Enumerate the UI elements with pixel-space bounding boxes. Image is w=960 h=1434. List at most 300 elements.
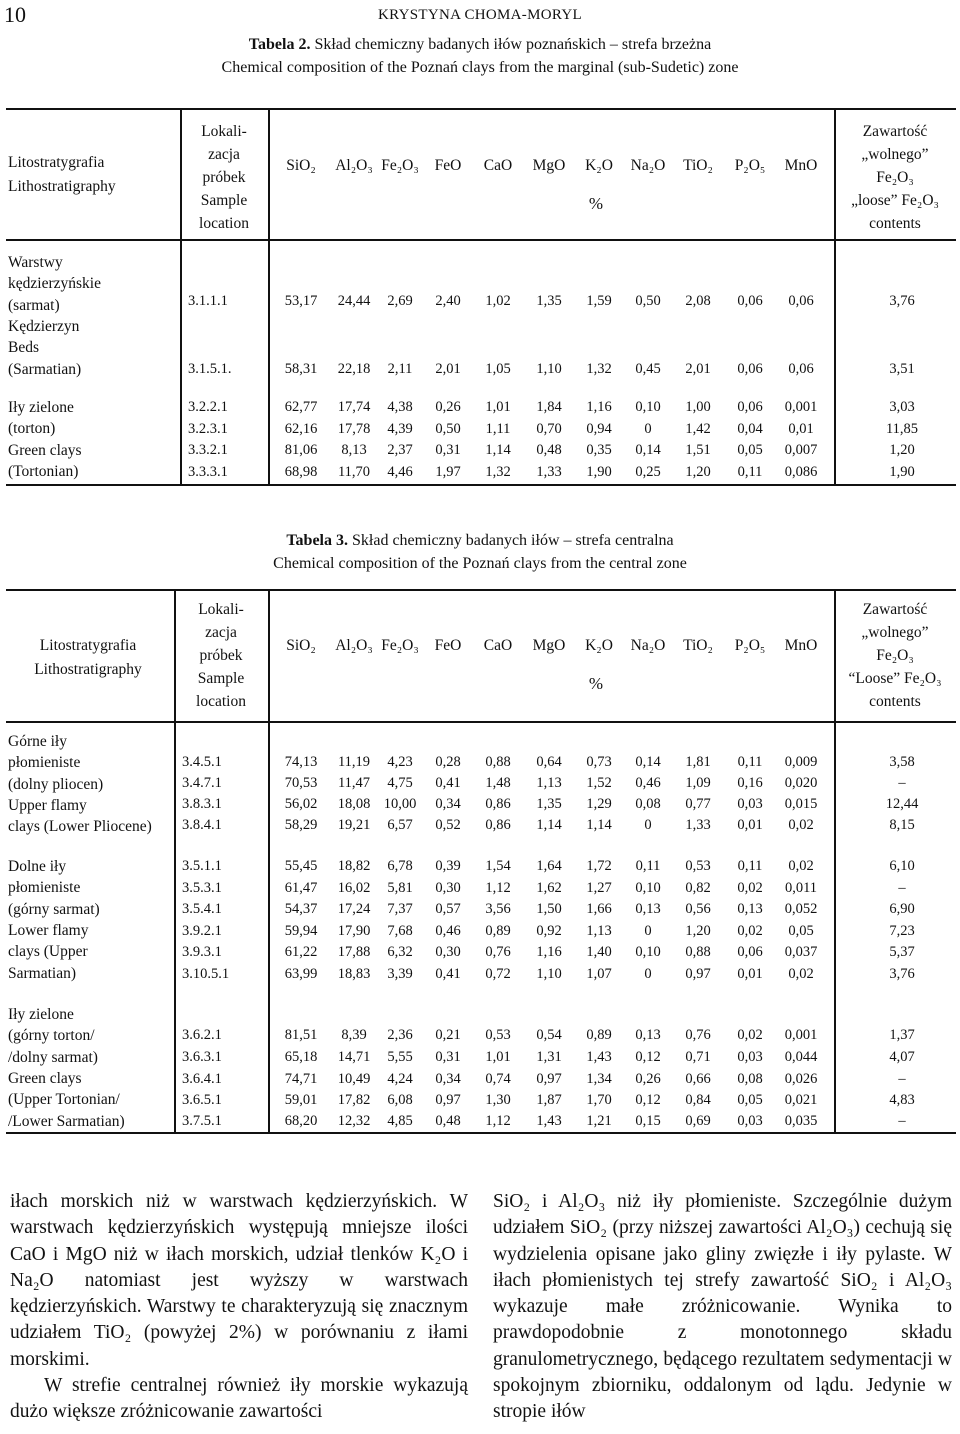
oxide-value: 4,23 <box>387 754 413 770</box>
sample-location: 3.6.4.1 <box>182 1071 222 1087</box>
oxide-value: 1,72 <box>586 858 612 874</box>
oxide-value: 6,57 <box>387 817 413 833</box>
stratigraphic-unit-label: Warstwy <box>8 254 63 271</box>
oxide-value: 1,09 <box>685 775 711 791</box>
sample-location: 3.1.5.1. <box>188 361 232 377</box>
oxide-value: 0,007 <box>784 442 818 458</box>
oxide-value: 0,06 <box>737 293 763 309</box>
oxide-value: 1,29 <box>586 796 612 812</box>
oxide-value: 1,20 <box>685 463 711 480</box>
oxide-value: 3,39 <box>387 965 413 982</box>
oxide-value: 1,14 <box>586 817 612 833</box>
oxide-value: 1,43 <box>536 1113 562 1129</box>
oxide-value: 0,13 <box>635 1027 661 1043</box>
caption-label: Tabela 3. <box>286 532 348 549</box>
oxide-value: 0,21 <box>435 1027 461 1043</box>
sample-location: 3.9.2.1 <box>182 922 222 939</box>
running-head: KRYSTYNA CHOMA-MORYL <box>378 7 582 23</box>
oxide-value: 0,11 <box>635 858 661 874</box>
oxide-value: 1,42 <box>685 420 711 437</box>
oxide-value: 1,31 <box>536 1049 562 1065</box>
oxide-value: 0,14 <box>635 754 661 770</box>
oxide-value: 0,30 <box>435 879 461 896</box>
oxide-value: 1,21 <box>586 1113 612 1129</box>
header-free-fe2o3-line: Fe₂O₃ <box>876 647 914 664</box>
oxide-value: 7,37 <box>387 901 413 917</box>
stratigraphic-unit-label: (Tortonian) <box>8 462 79 480</box>
header-unit-percent: % <box>588 674 604 693</box>
stratigraphic-unit-label: Kędzierzyn <box>8 317 80 335</box>
oxide-value: 0,39 <box>435 858 461 874</box>
free-fe2o3-value: 4,83 <box>889 1092 915 1108</box>
oxide-value: 5,81 <box>387 879 413 896</box>
stratigraphic-unit-label: (torton) <box>8 420 56 438</box>
oxide-value: 0 <box>644 922 652 939</box>
oxide-value: 16,02 <box>337 879 371 896</box>
stratigraphic-unit-label: płomieniste <box>8 754 81 772</box>
oxide-value: 0,41 <box>435 965 461 982</box>
oxide-value: 4,38 <box>387 399 413 415</box>
oxide-value: 0,31 <box>435 1049 461 1065</box>
oxide-value: 0,16 <box>737 775 763 791</box>
oxide-value: 1,48 <box>485 775 511 791</box>
oxide-value: 1,32 <box>586 361 612 377</box>
free-fe2o3-value: 4,07 <box>889 1049 915 1065</box>
oxide-value: 1,14 <box>536 817 562 833</box>
header-oxide: SiO₂ <box>286 157 316 174</box>
oxide-value: 8,39 <box>341 1027 367 1043</box>
oxide-value: 0,11 <box>737 858 763 874</box>
oxide-value: 1,00 <box>685 399 711 415</box>
oxide-value: 1,05 <box>485 361 511 377</box>
sample-location: 3.5.3.1 <box>182 879 222 896</box>
header-location-line: Lokali- <box>201 123 247 140</box>
oxide-value: 1,30 <box>485 1092 511 1108</box>
oxide-value: 0,13 <box>737 901 763 917</box>
header-oxide: Al₂O₃ <box>335 637 373 654</box>
caption-title-polish: Skład chemiczny badanych iłów poznańskich – strefa brzeżna <box>314 36 712 53</box>
sample-location: 3.9.3.1 <box>182 944 222 960</box>
oxide-value: 0,12 <box>635 1049 661 1065</box>
oxide-value: 1,20 <box>685 922 711 939</box>
oxide-value: 17,88 <box>337 944 371 960</box>
oxide-value: 54,37 <box>284 901 318 917</box>
oxide-value: 1,10 <box>536 965 562 982</box>
oxide-value: 2,01 <box>435 361 461 377</box>
header-oxide: FeO <box>434 157 462 174</box>
oxide-value: 0,02 <box>788 817 814 833</box>
header-oxide: TiO₂ <box>683 157 713 174</box>
oxide-value: 0,05 <box>788 922 814 939</box>
stratigraphic-unit-label: Green clays <box>8 1069 82 1087</box>
oxide-value: 0,10 <box>635 879 661 896</box>
oxide-value: 0,11 <box>737 463 763 480</box>
oxide-value: 6,78 <box>387 858 413 874</box>
oxide-value: 1,84 <box>536 399 562 415</box>
table-bottom-rule <box>6 484 956 486</box>
oxide-value: 1,16 <box>536 944 562 960</box>
header-location-line: location <box>196 693 246 710</box>
table-top-rule <box>6 589 956 591</box>
header-oxide: K₂O <box>585 157 613 174</box>
oxide-value: 1,12 <box>485 879 511 896</box>
oxide-value: 1,11 <box>485 420 511 437</box>
oxide-value: 1,10 <box>536 361 562 377</box>
oxide-value: 1,12 <box>485 1113 511 1129</box>
oxide-value: 11,19 <box>337 754 371 770</box>
header-oxide: SiO₂ <box>286 637 316 654</box>
oxide-value: 1,70 <box>586 1092 612 1108</box>
column-rule <box>268 108 270 484</box>
oxide-value: 0,30 <box>435 944 461 960</box>
sample-location: 3.6.5.1 <box>182 1092 222 1108</box>
oxide-value: 0,35 <box>586 442 612 458</box>
free-fe2o3-value: 6,10 <box>889 858 915 874</box>
caption-polish <box>0 34 960 56</box>
sample-location: 3.3.2.1 <box>188 442 228 458</box>
oxide-value: 2,01 <box>685 361 711 377</box>
oxide-value: 4,24 <box>387 1071 413 1087</box>
stratigraphic-unit-label: /dolny sarmat) <box>8 1048 98 1066</box>
oxide-value: 0,02 <box>737 922 763 939</box>
oxide-value: 0,026 <box>784 1071 818 1087</box>
oxide-value: 0,53 <box>685 858 711 874</box>
oxide-value: 0,04 <box>737 420 763 437</box>
oxide-value: 0,02 <box>737 879 763 896</box>
header-oxide: MgO <box>532 157 566 174</box>
oxide-value: 0,021 <box>784 1092 818 1108</box>
free-fe2o3-value: 3,03 <box>889 399 915 415</box>
oxide-value: 0,009 <box>784 754 818 770</box>
oxide-value: 0,69 <box>685 1113 711 1129</box>
oxide-value: 1,64 <box>536 858 562 874</box>
column-rule <box>268 589 270 1132</box>
oxide-value: 1,13 <box>586 922 612 939</box>
oxide-value: 14,71 <box>337 1049 371 1065</box>
oxide-value: 18,82 <box>337 858 371 874</box>
oxide-value: 17,24 <box>337 901 371 917</box>
oxide-value: 0 <box>644 420 652 437</box>
sample-location: 3.5.4.1 <box>182 901 222 917</box>
stratigraphic-unit-label: clays (Lower Pliocene) <box>8 818 152 836</box>
oxide-value: 70,53 <box>284 775 318 791</box>
oxide-value: 1,27 <box>586 879 612 896</box>
page-number: 10 <box>4 2 26 27</box>
oxide-value: 0,25 <box>635 463 661 480</box>
sample-location: 3.6.2.1 <box>182 1027 222 1043</box>
sample-location: 3.6.3.1 <box>182 1049 222 1065</box>
free-fe2o3-value: 3,76 <box>889 965 915 982</box>
free-fe2o3-value: 3,51 <box>889 361 915 377</box>
oxide-value: 56,02 <box>284 796 318 812</box>
oxide-value: 19,21 <box>337 817 371 833</box>
oxide-value: 0,76 <box>685 1027 711 1043</box>
header-free-fe2o3-line: „wolnego” <box>861 146 929 163</box>
oxide-value: 1,59 <box>586 293 612 309</box>
oxide-value: 17,78 <box>337 420 371 437</box>
oxide-value: 0,48 <box>536 442 562 458</box>
oxide-value: 4,46 <box>387 463 413 480</box>
oxide-value: 0,01 <box>737 817 763 833</box>
oxide-value: 0,73 <box>586 754 612 770</box>
oxide-value: 2,37 <box>387 442 413 458</box>
sample-location: 3.2.3.1 <box>188 420 228 437</box>
oxide-value: 1,13 <box>536 775 562 791</box>
oxide-value: 59,94 <box>284 922 318 939</box>
oxide-value: 0,08 <box>635 796 661 812</box>
oxide-value: 11,47 <box>337 775 371 791</box>
stratigraphic-unit-label: Iły zielone <box>8 1006 74 1023</box>
header-free-fe2o3-line: Zawartość <box>862 123 928 140</box>
oxide-value: 1,35 <box>536 293 562 309</box>
header-location-line: Sample <box>197 670 245 687</box>
oxide-value: 0,97 <box>685 965 711 982</box>
oxide-value: 0,50 <box>635 293 661 309</box>
oxide-value: 0,01 <box>737 965 763 982</box>
stratigraphic-unit-label: Sarmatian) <box>8 964 77 982</box>
oxide-value: 0,64 <box>536 754 562 770</box>
oxide-value: 17,82 <box>337 1092 371 1108</box>
header-free-fe2o3-line: Zawartość <box>862 601 928 618</box>
oxide-value: 0,76 <box>485 944 511 960</box>
oxide-value: 1,32 <box>485 463 511 480</box>
oxide-value: 81,51 <box>284 1027 318 1043</box>
oxide-value: 0,02 <box>788 965 814 982</box>
oxide-value: 1,34 <box>586 1071 612 1087</box>
stratigraphic-unit-label: kędzierzyńskie <box>8 275 101 293</box>
sample-location: 3.1.1.1 <box>188 293 228 309</box>
oxide-value: 68,20 <box>284 1113 318 1129</box>
header-free-fe2o3-line: contents <box>869 693 921 710</box>
header-oxide: Na₂O <box>630 157 666 174</box>
header-oxide: K₂O <box>585 637 613 654</box>
header-oxide: P₂O₅ <box>734 157 766 174</box>
oxide-value: 53,17 <box>284 293 318 309</box>
oxide-value: 0,50 <box>435 420 461 437</box>
oxide-value: 0,020 <box>784 775 818 791</box>
oxide-value: 11,70 <box>337 463 371 480</box>
oxide-value: 62,77 <box>284 399 318 415</box>
oxide-value: 74,71 <box>284 1071 318 1087</box>
oxide-value: 65,18 <box>284 1049 318 1065</box>
caption-english: Chemical composition of the Poznań clays from the central zone <box>273 555 687 572</box>
header-oxide: CaO <box>483 637 513 654</box>
oxide-value: 5,55 <box>387 1049 413 1065</box>
oxide-value: 1,97 <box>435 463 461 480</box>
oxide-value: 0,03 <box>737 796 763 812</box>
oxide-value: 0,08 <box>737 1071 763 1087</box>
oxide-value: 0,89 <box>485 922 511 939</box>
sample-location: 3.4.5.1 <box>182 754 222 770</box>
header-location-line: zacja <box>205 624 237 641</box>
header-oxide: FeO <box>434 637 462 654</box>
stratigraphic-unit-label: clays (Upper <box>8 943 88 961</box>
oxide-value: 0,001 <box>784 399 818 415</box>
oxide-value: 2,40 <box>435 293 461 309</box>
oxide-value: 2,69 <box>387 293 413 309</box>
oxide-value: 4,39 <box>387 420 413 437</box>
oxide-value: 0,34 <box>435 796 461 812</box>
oxide-value: 0,46 <box>435 922 461 939</box>
oxide-value: 0,05 <box>737 442 763 458</box>
oxide-value: 0,011 <box>784 879 818 896</box>
free-fe2o3-value: 11,85 <box>885 420 919 437</box>
oxide-value: 58,29 <box>284 817 318 833</box>
oxide-value: 1,62 <box>536 879 562 896</box>
oxide-value: 1,81 <box>685 754 711 770</box>
oxide-value: 1,01 <box>485 399 511 415</box>
header-free-fe2o3-line: “Loose” Fe₂O₃ <box>848 670 942 687</box>
oxide-value: 1,50 <box>536 901 562 917</box>
header-free-fe2o3-line: „loose” Fe₂O₃ <box>851 192 939 209</box>
oxide-value: 0,26 <box>435 399 461 415</box>
oxide-value: 0,052 <box>784 901 818 917</box>
oxide-value: 10,49 <box>337 1071 371 1087</box>
stratigraphic-unit-label: (dolny pliocen) <box>8 775 104 793</box>
oxide-value: 1,01 <box>485 1049 511 1065</box>
oxide-value: 0,13 <box>635 901 661 917</box>
stratigraphic-unit-label: Lower flamy <box>8 921 89 939</box>
text-column-left <box>10 1189 468 1426</box>
oxide-value: 0,015 <box>784 796 818 812</box>
oxide-value: 10,00 <box>383 796 417 812</box>
sample-location: 3.3.3.1 <box>188 463 228 480</box>
oxide-value: 0,11 <box>737 754 763 770</box>
oxide-value: 55,45 <box>284 858 318 874</box>
header-free-fe2o3-line: contents <box>869 215 921 232</box>
header-location-line: location <box>199 215 249 232</box>
oxide-value: 0,56 <box>685 901 711 917</box>
oxide-value: 0,28 <box>435 754 461 770</box>
oxide-value: 0,86 <box>485 796 511 812</box>
stratigraphic-unit-label: Green clays <box>8 441 82 459</box>
sample-location: 3.4.7.1 <box>182 775 222 791</box>
oxide-value: 6,08 <box>387 1092 413 1108</box>
oxide-value: 0,45 <box>635 361 661 377</box>
free-fe2o3-value: 1,90 <box>889 463 915 480</box>
oxide-value: 12,32 <box>337 1113 371 1129</box>
oxide-value: 1,43 <box>586 1049 612 1065</box>
oxide-value: 58,31 <box>284 361 318 377</box>
oxide-value: 1,14 <box>485 442 511 458</box>
oxide-value: 0,88 <box>685 944 711 960</box>
oxide-value: 4,75 <box>387 775 413 791</box>
oxide-value: 0,02 <box>788 858 814 874</box>
stratigraphic-unit-label: (Upper Tortonian/ <box>8 1091 120 1109</box>
header-location-line: Sample <box>200 192 248 209</box>
sample-location: 3.5.1.1 <box>182 858 222 874</box>
free-fe2o3-value: 6,90 <box>889 901 915 917</box>
header-oxide: CaO <box>483 157 513 174</box>
header-bottom-rule <box>6 239 956 241</box>
header-stratigraphy-polish: Litostratygrafia <box>39 637 137 654</box>
free-fe2o3-value: 12,44 <box>885 796 919 812</box>
header-oxide: Al₂O₃ <box>335 157 373 174</box>
stratigraphic-unit-label: Beds <box>8 339 39 357</box>
oxide-value: 0,92 <box>536 922 562 939</box>
oxide-value: 0,66 <box>685 1071 711 1087</box>
oxide-value: 1,51 <box>685 442 711 458</box>
header-bottom-rule <box>6 721 956 723</box>
oxide-value: 59,01 <box>284 1092 318 1108</box>
oxide-value: 17,90 <box>337 922 371 939</box>
oxide-value: 0,06 <box>788 361 814 377</box>
oxide-value: 0,53 <box>485 1027 511 1043</box>
oxide-value: 61,22 <box>284 944 318 960</box>
oxide-value: 22,18 <box>337 361 371 377</box>
header-free-fe2o3-line: „wolnego” <box>861 624 929 641</box>
oxide-value: 62,16 <box>284 420 318 437</box>
oxide-value: 0,46 <box>635 775 661 791</box>
oxide-value: 0,02 <box>737 1027 763 1043</box>
free-fe2o3-value: – <box>898 879 906 896</box>
oxide-value: 1,66 <box>586 901 612 917</box>
stratigraphic-unit-label: Iły zielone <box>8 399 74 416</box>
free-fe2o3-value: 3,58 <box>889 754 915 770</box>
caption-english: Chemical composition of the Poznań clays from the marginal (sub-Sudetic) zone <box>221 59 739 76</box>
oxide-value: 1,33 <box>685 817 711 833</box>
oxide-value: 0,74 <box>485 1071 511 1087</box>
header-stratigraphy-english: Lithostratigraphy <box>34 661 142 678</box>
body-paragraph: W strefie centralnej również iły morskie wykazują dużo większe zróżnicowanie zawartości <box>10 1375 468 1423</box>
oxide-value: 0,54 <box>536 1027 562 1043</box>
header-oxide: Fe₂O₃ <box>381 637 419 654</box>
stratigraphic-unit-label: Dolne iły <box>8 858 67 875</box>
caption-title-polish: Skład chemiczny badanych iłów – strefa centralna <box>352 532 674 549</box>
oxide-value: 1,40 <box>586 944 612 960</box>
oxide-value: 2,08 <box>685 293 711 309</box>
oxide-value: 0,71 <box>685 1049 711 1065</box>
caption-label: Tabela 2. <box>248 36 311 53</box>
oxide-value: 0,84 <box>685 1092 711 1108</box>
oxide-value: 0,03 <box>737 1049 763 1065</box>
header-oxide: Fe₂O₃ <box>381 157 419 174</box>
header-location-line: próbek <box>199 647 243 664</box>
oxide-value: 18,83 <box>337 965 371 982</box>
free-fe2o3-value: 1,20 <box>889 442 915 458</box>
free-fe2o3-value: – <box>898 775 906 791</box>
oxide-value: 0 <box>644 817 652 833</box>
body-paragraph: SiO₂ i Al₂O₃ niż iły płomieniste. Szczególnie dużym udziałem SiO₂ (przy niższej zawartości Al₂O₃) cechują się wydzielenia opisane jako gliny zwięzłe i iły pylaste. W iłach płomienistych tej strefy zawartość SiO₂ i Al₂O₃ wykazuje małe zróżnicowanie. Wynika to prawdopodobnie z monotonnego składu granulometrycznego, będącego rezultatem sedymentacji w spokojnym zbiorniku, oddalonym od lądu. Jedynie w stropie iłów <box>493 1191 952 1423</box>
header-stratigraphy-polish: Litostratygrafia <box>8 154 105 171</box>
stratigraphic-unit-label: (sarmat) <box>8 296 60 314</box>
oxide-value: 61,47 <box>284 879 318 896</box>
oxide-value: 2,11 <box>387 361 413 377</box>
oxide-value: 0,06 <box>737 944 763 960</box>
oxide-value: 0,57 <box>435 901 461 917</box>
header-oxide: MgO <box>532 637 566 654</box>
oxide-value: 1,07 <box>586 965 612 982</box>
oxide-value: 0,14 <box>635 442 661 458</box>
header-oxide: MnO <box>784 637 818 654</box>
oxide-value: 1,87 <box>536 1092 562 1108</box>
oxide-value: 0,88 <box>485 754 511 770</box>
oxide-value: 0,89 <box>586 1027 612 1043</box>
oxide-value: 0,05 <box>737 1092 763 1108</box>
oxide-value: 0,97 <box>536 1071 562 1087</box>
oxide-value: 0,34 <box>435 1071 461 1087</box>
oxide-value: 2,36 <box>387 1027 413 1043</box>
oxide-value: 24,44 <box>337 293 371 309</box>
oxide-value: 1,33 <box>536 463 562 480</box>
oxide-value: 1,54 <box>485 858 511 874</box>
oxide-value: 7,68 <box>387 922 413 939</box>
oxide-value: 0,044 <box>784 1049 818 1065</box>
oxide-value: 0,06 <box>737 399 763 415</box>
oxide-value: 0,77 <box>685 796 711 812</box>
oxide-value: 68,98 <box>284 463 318 480</box>
stratigraphic-unit-label: (górny sarmat) <box>8 900 100 918</box>
